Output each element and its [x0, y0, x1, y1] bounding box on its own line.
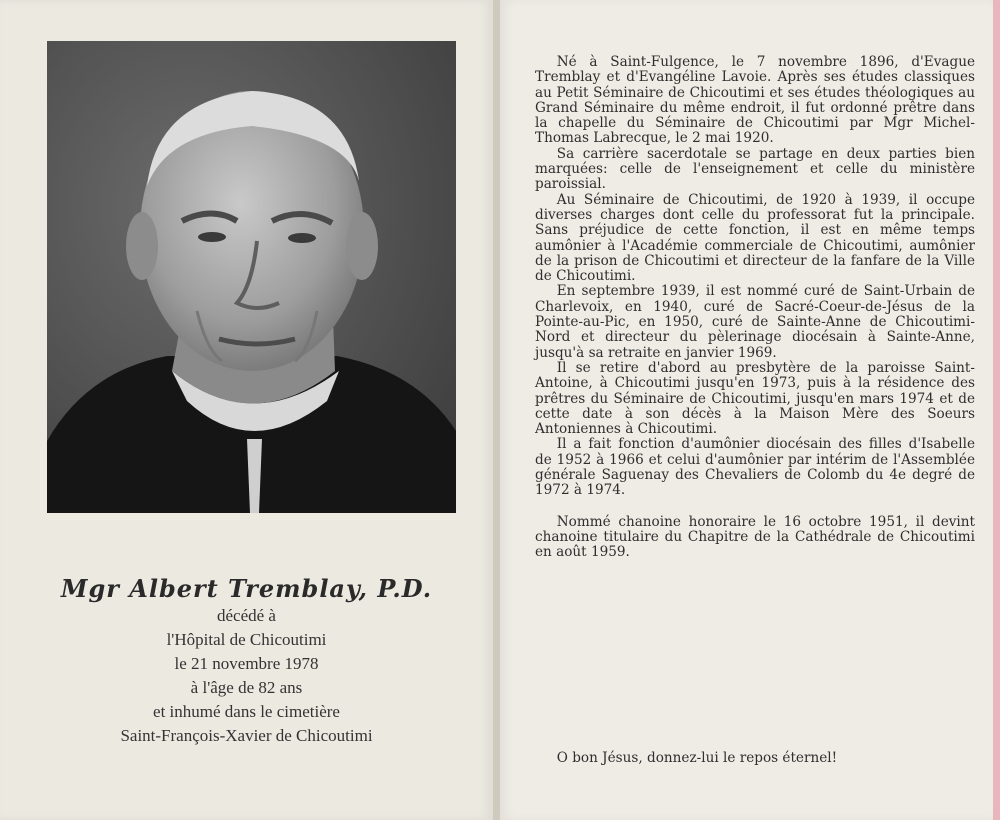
biography-paragraph: Il a fait fonction d'aumônier diocésain des filles d'Isabelle de 1952 à 1966 et celui d'aumônier par intérim de l'Assemblée générale Saguenay des Chevaliers de Colomb du 4e degré de 1972 à 1974.	[535, 436, 975, 499]
closing-prayer: O bon Jésus, donnez-lui le repos éternel!	[556, 750, 838, 766]
deceased-name: Mgr Albert Tremblay, P.D.	[60, 574, 433, 603]
card-gutter	[493, 0, 500, 820]
card-edge	[993, 0, 1000, 820]
death-info-line: et inhumé dans le cimetière	[153, 702, 340, 721]
death-info-line: le 21 novembre 1978	[174, 654, 319, 673]
portrait-photo	[47, 41, 456, 513]
death-info-line: à l'âge de 82 ans	[190, 678, 303, 697]
biography-paragraph: Né à Saint-Fulgence, le 7 novembre 1896, d'Evague Tremblay et d'Evangéline Lavoie. Après ses études classiques au Petit Séminaire de Chicoutimi et ses études théologiques au Grand Séminaire du même endroit, il fut ordonné prêtre dans la chapelle du Séminaire de Chicoutimi par Mgr Michel-Thomas Labrecque, le 2 mai 1920.	[535, 54, 975, 147]
biography-paragraph: Au Séminaire de Chicoutimi, de 1920 à 1939, il occupe diverses charges dont celle du professorat fut la principale. Sans préjudice de cette fonction, il est en même temps aumônier à l'Académie commerciale de Chicoutimi, aumônier de la prison de Chicoutimi et directeur de la fanfare de la Ville de Chicoutimi.	[535, 191, 975, 285]
death-info-line: l'Hôpital de Chicoutimi	[166, 630, 327, 649]
biography-text	[535, 55, 975, 561]
death-info-line: Saint-François-Xavier de Chicoutimi	[120, 726, 373, 745]
memorial-card-front	[0, 0, 493, 820]
death-info-line: décédé à	[217, 606, 276, 625]
biography-paragraph: Nommé chanoine honoraire le 16 octobre 1951, il devint chanoine titulaire du Chapitre de la Cathédrale de Chicoutimi en août 1959.	[535, 513, 975, 561]
biography-paragraph: En septembre 1939, il est nommé curé de Saint-Urbain de Charlevoix, en 1940, curé de Sacré-Coeur-de-Jésus de la Pointe-au-Pic, en 1950, curé de Sainte-Anne de Chicoutimi-Nord et directeur du pèlerinage diocésain à Sainte-Anne, jusqu'à sa retraite en janvier 1969.	[535, 283, 975, 361]
biography-paragraph: Il se retire d'abord au presbytère de la paroisse Saint-Antoine, à Chicoutimi jusqu'en 1973, puis à la résidence des prêtres du Séminaire de Chicoutimi, jusqu'en mars 1974 et de cette date à son décès à la Maison Mère des Soeurs Antoniennes à Chicoutimi.	[535, 359, 975, 438]
biography-paragraph: Sa carrière sacerdotale se partage en deux parties bien marquées: celle de l'enseignement et celle du ministère paroissial.	[535, 145, 975, 193]
